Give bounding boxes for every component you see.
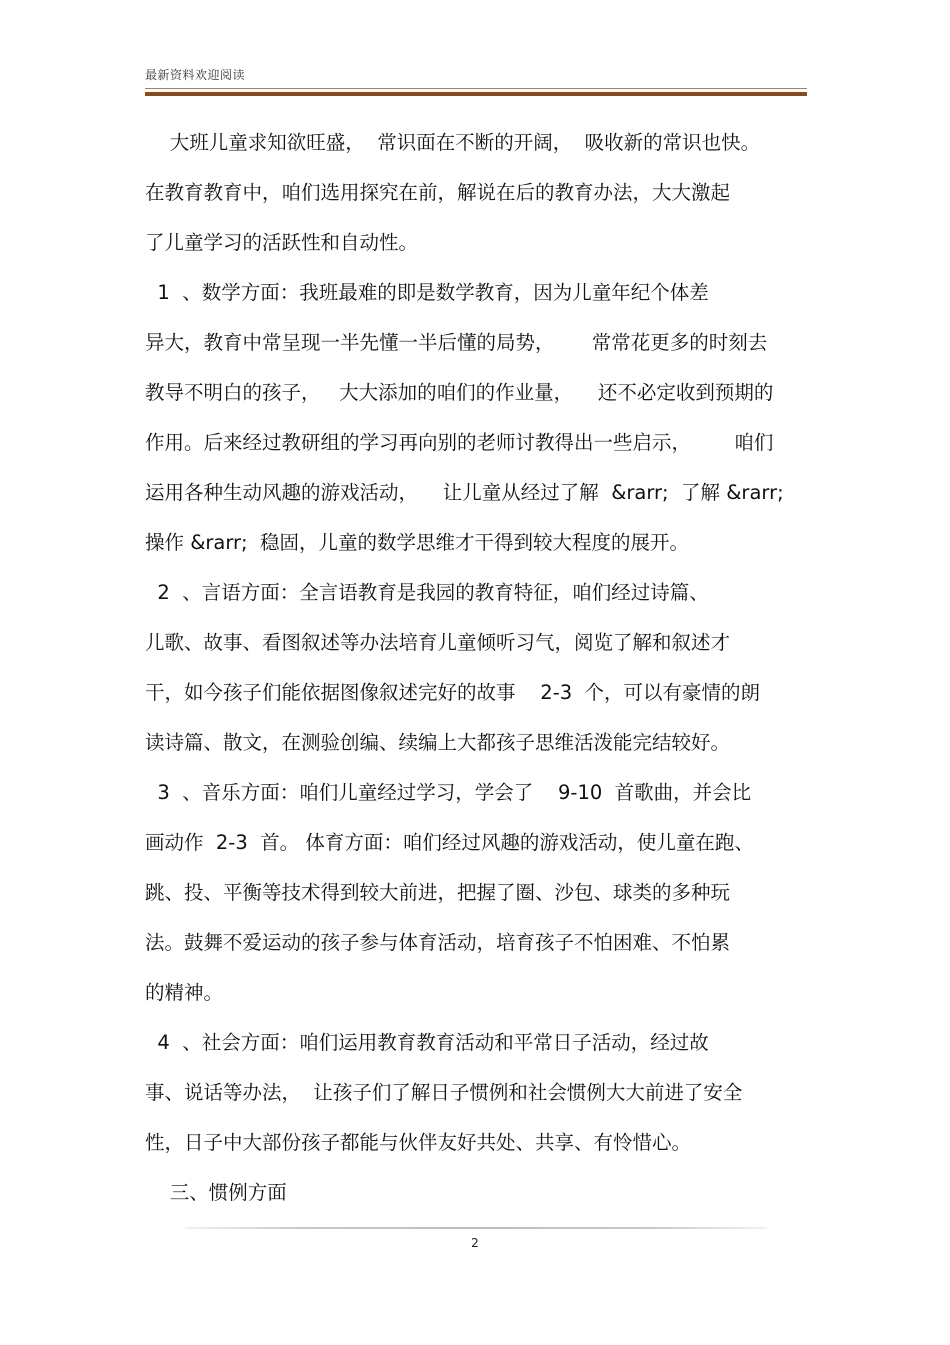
text-line: 在教育教育中，咱们选用探究在前，解说在后的教育办法，大大激起 bbox=[145, 181, 731, 204]
text-line: 1 、数学方面：我班最难的即是数学教育，因为儿童年纪个体差 bbox=[145, 281, 709, 304]
text-line: 运用各种生动风趣的游戏活动， 让儿童从经过了解 &rarr; 了解 &rarr; bbox=[145, 481, 784, 504]
text-line: 跳、投、平衡等技术得到较大前进，把握了圈、沙包、球类的多种玩 bbox=[145, 881, 731, 904]
page-number: 2 bbox=[471, 1236, 479, 1250]
text-line: 了儿童学习的活跃性和自动性。 bbox=[145, 231, 419, 254]
header-rule-thick bbox=[145, 92, 807, 96]
text-line: 画动作 2-3 首。 体育方面：咱们经过风趣的游戏活动，使儿童在跑、 bbox=[145, 831, 754, 854]
text-line: 作用。后来经过教研组的学习再向别的老师讨教得出一些启示， 咱们 bbox=[145, 431, 774, 454]
text-line: 操作 &rarr; 稳固，儿童的数学思维才干得到较大程度的展开。 bbox=[145, 531, 690, 554]
page-header-text: 最新资料欢迎阅读 bbox=[145, 68, 246, 82]
text-line: 3 、音乐方面：咱们儿童经过学习，学会了 9-10 首歌曲，并会比 bbox=[145, 781, 752, 804]
header-rule-thin bbox=[145, 88, 807, 89]
text-line: 三、惯例方面 bbox=[145, 1181, 287, 1204]
text-line: 性，日子中大部份孩子都能与伙伴友好共处、共享、有怜惜心。 bbox=[145, 1131, 692, 1154]
body-text bbox=[145, 118, 815, 1218]
text-line: 大班儿童求知欲旺盛， 常识面在不断的开阔， 吸收新的常识也快。 bbox=[145, 131, 761, 154]
text-line: 儿歌、故事、看图叙述等办法培育儿童倾听习气，阅览了解和叙述才 bbox=[145, 631, 731, 654]
text-line: 事、说话等办法， 让孩子们了解日子惯例和社会惯例大大前进了安全 bbox=[145, 1081, 743, 1104]
text-line: 异大，教育中常呈现一半先懂一半后懂的局势， 常常花更多的时刻去 bbox=[145, 331, 768, 354]
text-line: 的精神。 bbox=[145, 981, 224, 1004]
text-line: 干，如今孩子们能依据图像叙述完好的故事 2-3 个，可以有豪情的朗 bbox=[145, 681, 761, 704]
footer-rule bbox=[185, 1227, 767, 1229]
text-line: 教导不明白的孩子， 大大添加的咱们的作业量， 还不必定收到预期的 bbox=[145, 381, 774, 404]
text-line: 读诗篇、散文，在测验创编、续编上大都孩子思维活泼能完结较好。 bbox=[145, 731, 731, 754]
text-line: 2 、言语方面：全言语教育是我园的教育特征，咱们经过诗篇、 bbox=[145, 581, 709, 604]
text-line: 4 、社会方面：咱们运用教育教育活动和平常日子活动，经过故 bbox=[145, 1031, 709, 1054]
text-line: 法。鼓舞不爱运动的孩子参与体育活动，培育孩子不怕困难、不怕累 bbox=[145, 931, 731, 954]
